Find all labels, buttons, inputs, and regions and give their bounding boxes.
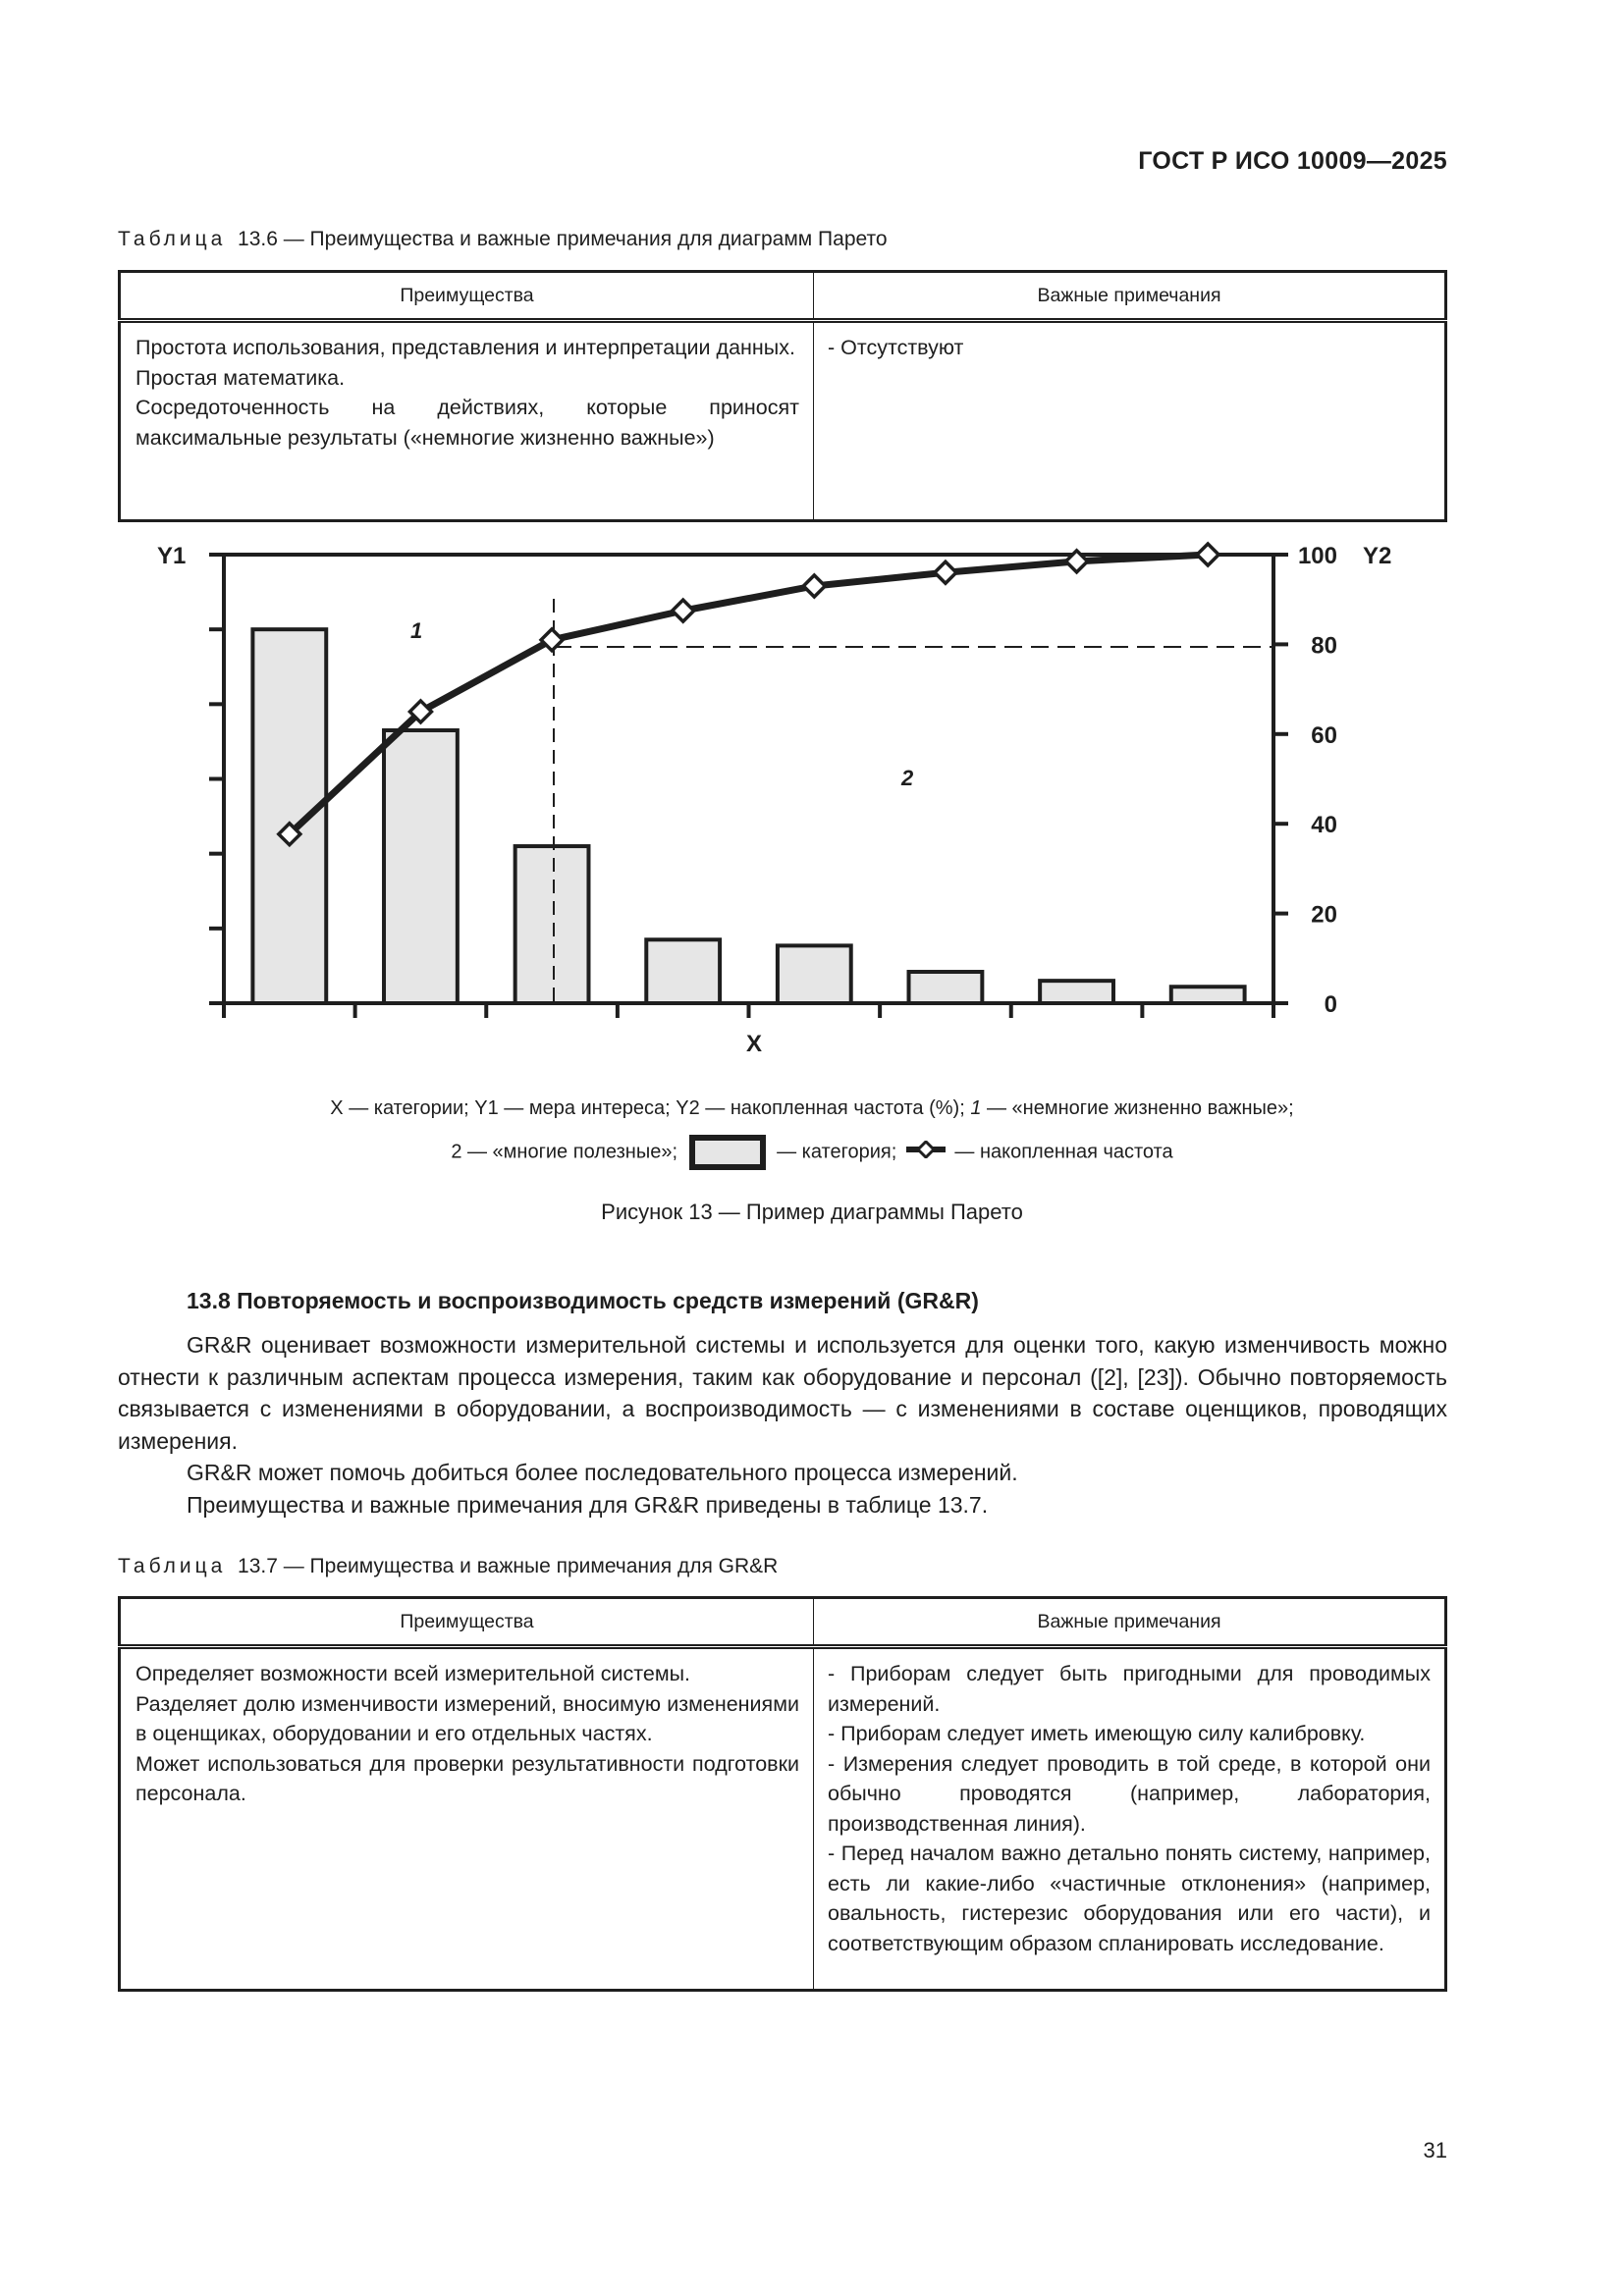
category-bar [1040, 981, 1113, 1003]
region-label-2: 2 [901, 766, 914, 790]
y2-axis-label: Y2 [1363, 543, 1392, 569]
advantage-item: Простая математика. [135, 365, 346, 390]
category-bar [646, 939, 720, 1003]
advantage-item: Сосредоточенность на действиях, которые приносят максимальные результаты («немногие жизненно важные») [135, 396, 799, 450]
figure-caption: Рисунок 13 — Пример диаграммы Парето [601, 1200, 1023, 1224]
advantage-item: Разделяет долю изменчивости измерений, вносимую изменениями в оценщиках, оборудовании и его отдельных частях. [135, 1691, 799, 1745]
table-caption-prefix: Таблица [118, 1555, 227, 1577]
pareto-chart [0, 530, 1624, 1060]
diamond-marker-icon [803, 575, 825, 597]
y2-tick-label: 80 [1311, 632, 1337, 660]
note-item: - Перед началом важно детально понять систему, например, есть ли какие-либо «частичные отклонения» (например, овальность, гистерезис оборудования или его части), и соответствующим образом спланировать исследование. [828, 1842, 1431, 1955]
table-13-6 [118, 270, 1447, 522]
legend-text: — накопленная частота [954, 1141, 1173, 1163]
category-bar [909, 972, 983, 1003]
y1-axis-label: Y1 [157, 543, 187, 569]
figure-legend-line-2 [0, 1135, 1624, 1170]
diamond-marker-icon [1197, 544, 1218, 565]
note-item: - Измерения следует проводить в той среде, в которой они обычно проводятся (например, лаборатория, производственная линия). [828, 1751, 1431, 1836]
diamond-marker-icon [673, 600, 694, 621]
column-header-notes: Важные примечания [814, 1598, 1446, 1647]
y1-ticks [209, 555, 224, 1003]
table-caption-text: 13.6 — Преимущества и важные примечания для диаграмм Парето [238, 228, 888, 250]
table-caption-text: 13.7 — Преимущества и важные примечания для GR&R [238, 1555, 779, 1577]
category-bars [252, 629, 1244, 1003]
paragraph: GR&R может помочь добиться более последовательного процесса измерений. [187, 1460, 1018, 1485]
legend-text: — категория; [777, 1141, 897, 1163]
pareto-chart-svg [0, 530, 1624, 1060]
x-ticks [224, 1003, 1273, 1018]
legend-text: X — категории; Y1 — мера интереса; Y2 — накопленная частота (%); [330, 1097, 971, 1119]
y2-tick-label: 0 [1324, 991, 1337, 1018]
paragraph: Преимущества и важные примечания для GR&R приведены в таблице 13.7. [187, 1491, 989, 1518]
table-header-row [120, 272, 1446, 321]
column-header-advantages: Преимущества [120, 272, 814, 321]
legend-text-italic: 1 [970, 1097, 982, 1119]
diamond-marker-icon [935, 561, 956, 583]
figure-legend-line-1 [0, 1097, 1624, 1120]
advantages-cell [120, 321, 814, 521]
table-row [120, 321, 1446, 521]
column-header-notes: Важные примечания [814, 272, 1446, 321]
category-bar [515, 846, 589, 1003]
category-bar [252, 629, 326, 1003]
category-bar [1171, 987, 1245, 1003]
table-header-row [120, 1598, 1446, 1647]
y2-tick-label: 20 [1311, 901, 1337, 929]
table-13-7-caption [118, 1555, 778, 1578]
y2-tick-label: 60 [1311, 721, 1337, 749]
y2-tick-label: 100 [1297, 543, 1337, 569]
table-13-6-caption [118, 228, 888, 251]
table-13-7 [118, 1596, 1447, 1992]
note-item: - Отсутствуют [828, 336, 964, 359]
table-caption-prefix: Таблица [118, 228, 227, 250]
legend-text: 2 — «многие полезные»; [451, 1141, 677, 1163]
category-bar [778, 945, 851, 1003]
paragraph: GR&R оценивает возможности измерительной системы и используется для оценки того, какую изменчивость можно отнести к различным аспектам процесса измерения, таким как оборудование и персонал ([2], [23]). Обычно повторяемость связывается с изменениями в оборудовании, а воспроизводимость — с изменениями в составе оценщиков, проводящих измерения. [118, 1332, 1447, 1454]
table-row [120, 1647, 1446, 1991]
notes-cell [814, 321, 1446, 521]
advantage-item: Определяет возможности всей измерительной системы. [135, 1662, 691, 1685]
y2-ticks [1273, 543, 1337, 1018]
document-code: ГОСТ Р ИСО 10009—2025 [1138, 147, 1447, 175]
y2-tick-label: 40 [1311, 812, 1337, 839]
note-item: - Приборам следует иметь имеющую силу калибровку. [828, 1722, 1366, 1745]
section-body [118, 1329, 1447, 1521]
bar-swatch-icon [689, 1135, 766, 1170]
legend-text: — «немногие жизненно важные»; [981, 1097, 1294, 1119]
advantages-cell [120, 1647, 814, 1991]
advantage-item: Простота использования, представления и интерпретации данных. [135, 336, 795, 359]
note-item: - Приборам следует быть пригодными для проводимых измерений. [828, 1662, 1431, 1716]
region-label-1: 1 [410, 618, 423, 643]
advantage-item: Может использоваться для проверки результативности подготовки персонала. [135, 1751, 799, 1805]
section-heading: 13.8 Повторяемость и воспроизводимость средств измерений (GR&R) [187, 1288, 979, 1313]
column-header-advantages: Преимущества [120, 1598, 814, 1647]
page-number: 31 [1423, 2138, 1447, 2163]
category-bar [384, 730, 458, 1003]
notes-cell [814, 1647, 1446, 1991]
x-axis-label: X [746, 1031, 763, 1057]
diamond-line-icon [906, 1141, 946, 1164]
